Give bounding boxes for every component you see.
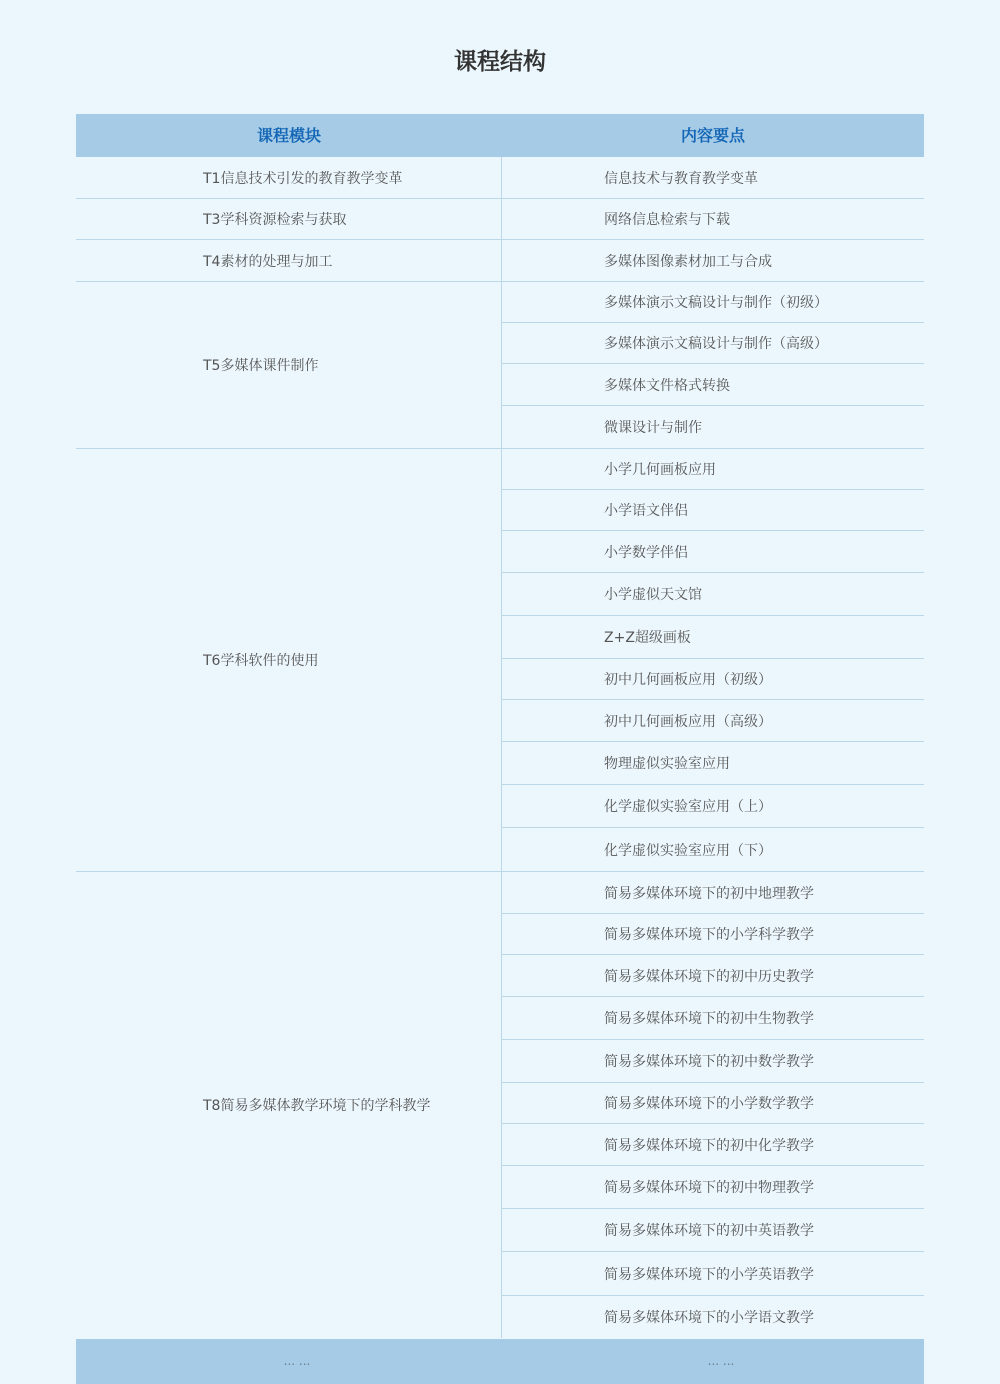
page-title: 课程结构 xyxy=(454,49,546,75)
content-cell: 简易多媒体环境下的初中生物教学 xyxy=(502,997,924,1040)
module-cell: T3学科资源检索与获取 xyxy=(76,199,502,239)
content-column xyxy=(502,157,924,198)
table-row-group xyxy=(76,282,924,449)
content-cell: 网络信息检索与下载 xyxy=(604,212,730,228)
content-cell: 化学虚似实验室应用（下） xyxy=(604,842,772,859)
table-row-group xyxy=(76,872,924,1338)
footer-ellipsis-left: ... ... xyxy=(283,1354,311,1368)
content-cell: Z+Z超级画板 xyxy=(502,616,924,659)
module-cell: T5多媒体课件制作 xyxy=(76,282,502,448)
content-cell: 初中几何画板应用（初级） xyxy=(502,659,924,700)
content-cell: 简易多媒体环境下的小学语文教学 xyxy=(604,1310,814,1326)
table-row-group xyxy=(76,240,924,282)
content-cell: 简易多媒体环境下的初中地理教学 xyxy=(502,872,924,914)
content-cell: 物理虚似实验室应用 xyxy=(502,742,924,785)
footer-ellipsis-right: ... ... xyxy=(707,1354,735,1368)
content-cell: 简易多媒体环境下的初中物理教学 xyxy=(502,1166,924,1209)
content-cell: 多媒体文件格式转换 xyxy=(502,364,924,406)
table-row-group xyxy=(76,157,924,199)
content-cell: 小学虚似天文馆 xyxy=(502,573,924,616)
table-row-group xyxy=(76,449,924,872)
content-column xyxy=(502,199,924,239)
content-cell: 简易多媒体环境下的初中化学教学 xyxy=(502,1124,924,1166)
content-cell: 多媒体图像素材加工与合成 xyxy=(604,253,772,270)
module-cell: T1信息技术引发的教育教学变革 xyxy=(76,157,502,198)
header-content: 内容要点 xyxy=(680,126,745,145)
table-header-row xyxy=(76,114,924,157)
course-structure-table xyxy=(76,114,924,1338)
content-cell: 简易多媒体环境下的小学数学教学 xyxy=(502,1083,924,1124)
content-column xyxy=(502,282,924,448)
content-cell: 小学语文伴侣 xyxy=(502,490,924,531)
content-cell: 微课设计与制作 xyxy=(604,420,702,436)
module-cell: T6学科软件的使用 xyxy=(76,449,502,871)
content-cell: 化学虚似实验室应用（上） xyxy=(502,785,924,828)
content-cell: 初中几何画板应用（高级） xyxy=(502,700,924,742)
content-cell: 简易多媒体环境下的小学科学教学 xyxy=(502,914,924,955)
module-cell: T4素材的处理与加工 xyxy=(76,240,502,281)
header-module: 课程模块 xyxy=(256,126,321,145)
content-cell: 简易多媒体环境下的初中数学教学 xyxy=(502,1040,924,1083)
content-cell: 信息技术与教育教学变革 xyxy=(604,170,758,187)
module-cell: T8简易多媒体教学环境下的学科教学 xyxy=(76,872,502,1338)
content-column xyxy=(502,872,924,1338)
table-body xyxy=(76,157,924,1338)
content-cell: 小学数学伴侣 xyxy=(502,531,924,573)
content-cell: 简易多媒体环境下的初中历史教学 xyxy=(502,955,924,997)
content-cell: 简易多媒体环境下的初中英语教学 xyxy=(502,1209,924,1252)
content-cell: 多媒体演示文稿设计与制作（高级） xyxy=(502,323,924,364)
table-row-group xyxy=(76,199,924,240)
content-cell: 小学几何画板应用 xyxy=(502,449,924,490)
content-cell: 简易多媒体环境下的小学英语教学 xyxy=(502,1252,924,1296)
content-column xyxy=(502,449,924,871)
table-footer-row xyxy=(76,1339,924,1384)
content-column xyxy=(502,240,924,281)
content-cell: 多媒体演示文稿设计与制作（初级） xyxy=(502,282,924,323)
